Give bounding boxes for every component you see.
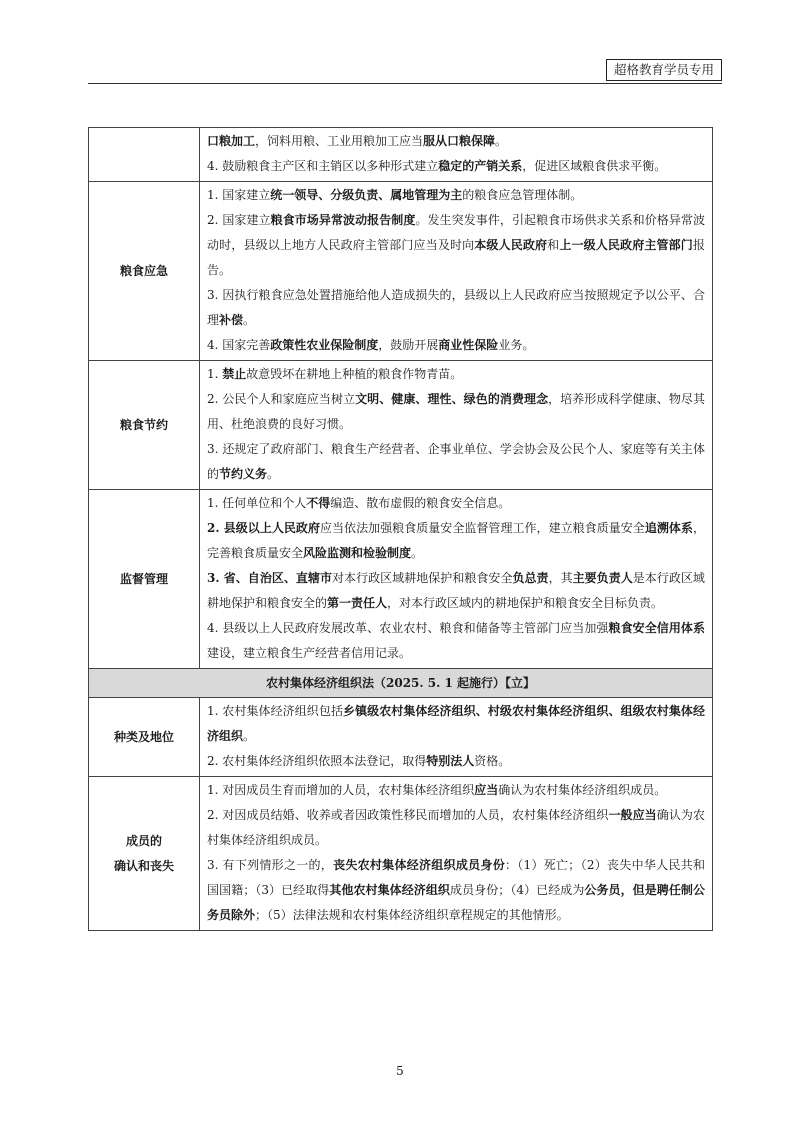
text-run: 故意毁坏在耕地上种植的粮食作物青苗。 bbox=[246, 367, 463, 381]
emphasis-text: 追溯体系 bbox=[644, 521, 693, 535]
content-item bbox=[207, 566, 705, 616]
text-run: ，饲料用粮、工业用粮加工应当 bbox=[255, 134, 424, 148]
category-cell: 粮食应急 bbox=[89, 182, 200, 361]
text-run: 1. bbox=[207, 367, 223, 381]
content-cell bbox=[200, 490, 713, 669]
content-item bbox=[207, 183, 705, 208]
content-item bbox=[207, 283, 705, 333]
text-run: 。 bbox=[495, 134, 508, 148]
page-number: 5 bbox=[396, 1064, 404, 1078]
content-item bbox=[207, 333, 705, 358]
text-run: ，促进区域粮食供求平衡。 bbox=[522, 159, 667, 173]
emphasis-text: 政策性农业保险制度 bbox=[270, 338, 379, 352]
content-item bbox=[207, 491, 705, 516]
text-run: 应当依法加强粮食质量安全监督管理工作，建立粮食质量安全 bbox=[319, 521, 645, 535]
emphasis-text: 2. 县级以上人民政府 bbox=[207, 521, 320, 535]
text-run: 业务。 bbox=[498, 338, 535, 352]
content-item bbox=[207, 616, 705, 666]
content-item bbox=[207, 154, 705, 179]
category-cell bbox=[89, 777, 200, 931]
emphasis-text: 风险监测和检验制度 bbox=[303, 546, 412, 560]
emphasis-text: 节约义务 bbox=[219, 467, 268, 481]
content-cell bbox=[200, 182, 713, 361]
text-run: 的粮食应急管理体制。 bbox=[462, 188, 583, 202]
text-run: 和 bbox=[547, 238, 560, 252]
text-run: 2. 国家建立 bbox=[207, 213, 271, 227]
content-item bbox=[207, 208, 705, 283]
text-run: ，培养形成科学健康、物尽其用、杜绝浪费的良好习惯。 bbox=[207, 392, 705, 431]
emphasis-text: 商业性保险 bbox=[438, 338, 499, 352]
text-run: 3. 因执行粮食应急处置措施给他人造成损失的，县级以上人民政府应当按照规定予以公平、合理 bbox=[207, 288, 705, 327]
category-cell: 粮食节约 bbox=[89, 361, 200, 490]
table-row bbox=[89, 128, 713, 182]
text-run: ：（1）死亡；（2）丧失中华人民共和国国籍；（3）已经取得 bbox=[207, 858, 705, 897]
text-run: 对本行政区域耕地保护和粮食安全 bbox=[332, 571, 513, 585]
text-run: ，完善粮食质量安全 bbox=[207, 521, 705, 560]
section-title: 农村集体经济组织法（2025. 5. 1 起施行）【立】 bbox=[89, 669, 713, 698]
emphasis-text: 3. 省、自治区、直辖市 bbox=[207, 571, 333, 585]
table-row bbox=[89, 182, 713, 361]
emphasis-text: 负总责 bbox=[512, 571, 549, 585]
table-row bbox=[89, 361, 713, 490]
content-item bbox=[207, 699, 705, 749]
emphasis-text: 稳定的产销关系 bbox=[438, 159, 523, 173]
text-run: ，对本行政区域内的耕地保护和粮食安全目标负责。 bbox=[387, 596, 664, 610]
text-run: 。 bbox=[243, 313, 256, 327]
text-run: 建设，建立粮食生产经营者信用记录。 bbox=[207, 646, 412, 660]
law-summary-table bbox=[88, 127, 713, 931]
text-run: 4. 国家完善 bbox=[207, 338, 271, 352]
text-run: 1. 农村集体经济组织包括 bbox=[207, 704, 344, 718]
text-run: 确认为农村集体经济组织成员。 bbox=[498, 783, 667, 797]
content-item bbox=[207, 749, 705, 774]
header-tag: 超格教育学员专用 bbox=[606, 59, 722, 81]
emphasis-text: 补偿 bbox=[219, 313, 244, 327]
content-item bbox=[207, 853, 705, 928]
table-row bbox=[89, 698, 713, 777]
text-run: 1. 任何单位和个人 bbox=[207, 496, 307, 510]
emphasis-text: 应当 bbox=[474, 783, 499, 797]
text-run: 。 bbox=[243, 729, 256, 743]
emphasis-text: 丧失农村集体经济组织成员身份 bbox=[333, 858, 505, 872]
text-run: ，其 bbox=[548, 571, 573, 585]
content-item bbox=[207, 803, 705, 853]
emphasis-text: 其他农村集体经济组织 bbox=[329, 883, 450, 897]
text-run: 。发生突发事件，引起粮食市场供求关系和价格异常波动时，县级以上地方人民政府主管部门应当及时向 bbox=[207, 213, 705, 252]
text-run: 3. 有下列情形之一的， bbox=[207, 858, 334, 872]
text-run: 4. 鼓励粮食主产区和主销区以多种形式建立 bbox=[207, 159, 439, 173]
category-cell bbox=[89, 128, 200, 182]
emphasis-text: 口粮加工 bbox=[207, 134, 256, 148]
table-row bbox=[89, 777, 713, 931]
emphasis-text: 统一领导、分级负责、属地管理为主 bbox=[270, 188, 463, 202]
category-cell: 监督管理 bbox=[89, 490, 200, 669]
emphasis-text: 禁止 bbox=[222, 367, 247, 381]
emphasis-text: 一般应当 bbox=[608, 808, 657, 822]
text-run: ；（5）法律法规和农村集体经济组织章程规定的其他情形。 bbox=[255, 908, 569, 922]
content-item bbox=[207, 778, 705, 803]
content-item bbox=[207, 362, 705, 387]
emphasis-text: 乡镇级农村集体经济组织、村级农村集体经济组织、组级农村集体经济组织 bbox=[207, 704, 705, 743]
content-cell bbox=[200, 698, 713, 777]
content-cell bbox=[200, 128, 713, 182]
category-cell: 种类及地位 bbox=[89, 698, 200, 777]
text-run: 资格。 bbox=[474, 754, 511, 768]
content-item bbox=[207, 437, 705, 487]
emphasis-text: 公务员，但是聘任制公务员除外 bbox=[207, 883, 705, 922]
text-run: 1. 国家建立 bbox=[207, 188, 271, 202]
emphasis-text: 第一责任人 bbox=[327, 596, 388, 610]
emphasis-text: 特别法人 bbox=[426, 754, 475, 768]
header-rule bbox=[88, 83, 722, 84]
emphasis-text: 粮食安全信用体系 bbox=[608, 621, 705, 635]
text-run: 。 bbox=[267, 467, 280, 481]
content-cell bbox=[200, 361, 713, 490]
text-run: ，鼓励开展 bbox=[378, 338, 439, 352]
text-run: 2. 对因成员结婚、收养或者因政策性移民而增加的人员，农村集体经济组织 bbox=[207, 808, 609, 822]
content-item bbox=[207, 387, 705, 437]
section-header-row bbox=[89, 669, 713, 698]
text-run: 3. 还规定了政府部门、粮食生产经营者、企事业单位、学会协会及公民个人、家庭等有关主体的 bbox=[207, 442, 705, 481]
text-run: 成员身份；（4）已经成为 bbox=[450, 883, 585, 897]
text-run: 1. 对因成员生育而增加的人员，农村集体经济组织 bbox=[207, 783, 475, 797]
emphasis-text: 文明、健康、理性、绿色的消费理念 bbox=[355, 392, 549, 406]
category-line: 确认和丧失 bbox=[113, 858, 174, 873]
content-item bbox=[207, 129, 705, 154]
text-run: 是本行政区域耕地保护和粮食安全的 bbox=[207, 571, 705, 610]
text-run: 。 bbox=[411, 546, 424, 560]
category-line: 成员的 bbox=[125, 833, 162, 848]
emphasis-text: 上一级人民政府主管部门 bbox=[559, 238, 693, 252]
text-run: 报告。 bbox=[207, 238, 705, 277]
emphasis-text: 不得 bbox=[306, 496, 331, 510]
emphasis-text: 粮食市场异常波动报告制度 bbox=[270, 213, 416, 227]
text-run: 2. 农村集体经济组织依照本法登记，取得 bbox=[207, 754, 427, 768]
text-run: 4. 县级以上人民政府发展改革、农业农村、粮食和储备等主管部门应当加强 bbox=[207, 621, 609, 635]
emphasis-text: 服从口粮保障 bbox=[423, 134, 496, 148]
content-cell bbox=[200, 777, 713, 931]
emphasis-text: 主要负责人 bbox=[572, 571, 633, 585]
emphasis-text: 本级人民政府 bbox=[474, 238, 548, 252]
text-run: 2. 公民个人和家庭应当树立 bbox=[207, 392, 356, 406]
content-item bbox=[207, 516, 705, 566]
text-run: 确认为农村集体经济组织成员。 bbox=[207, 808, 705, 847]
text-run: 编造、散布虚假的粮食安全信息。 bbox=[330, 496, 511, 510]
table-row bbox=[89, 490, 713, 669]
